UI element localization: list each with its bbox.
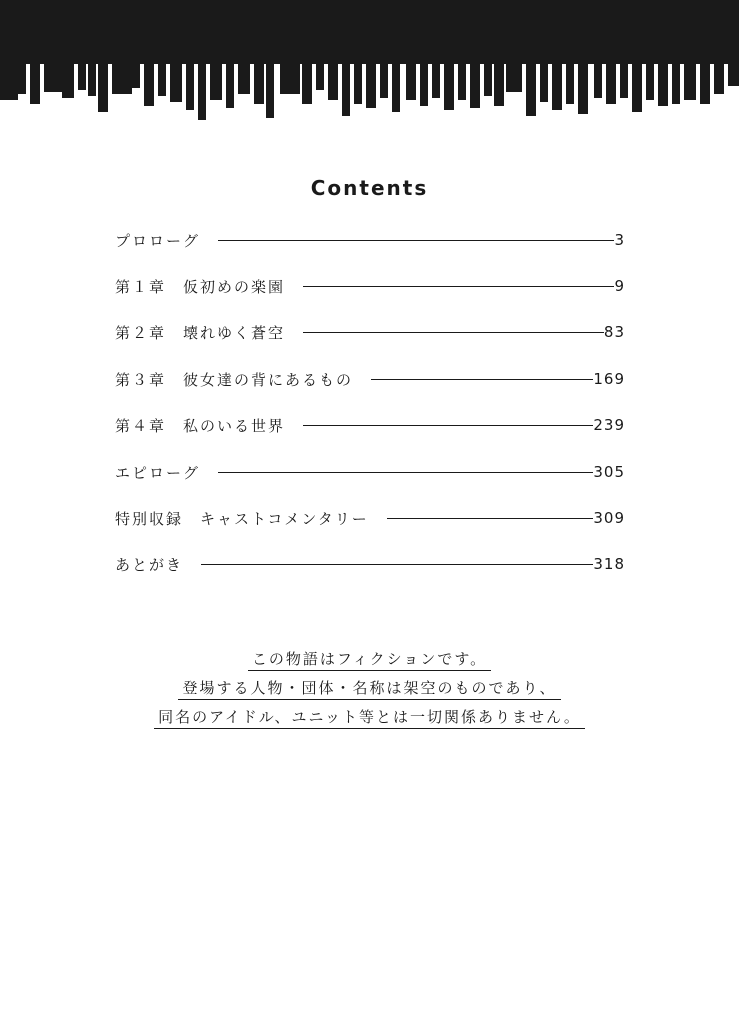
toc-entry-chapter-1[interactable] [115,274,625,298]
toc-chapter-label: あとがき [115,555,184,574]
toc-leader-line [303,286,614,287]
header-skyline-bar [144,60,154,106]
header-skyline-bar [700,60,710,104]
toc-entry-afterword[interactable] [115,552,625,576]
header-skyline-bar [78,60,86,90]
header-skyline-bar [198,60,206,120]
header-skyline-bar [44,60,62,92]
header-skyline-bar [98,60,108,112]
toc-page-number: 305 [593,463,625,481]
header-skyline-bar [632,60,642,112]
header-skyline-bar [254,60,264,104]
toc-leader-line [371,379,593,380]
header-skyline-bar [342,60,350,116]
toc-entry-chapter-3[interactable] [115,367,625,391]
header-skyline-bar [494,60,504,106]
header-skyline-bar [672,60,680,104]
toc-leader-line [218,472,593,473]
toc-chapter-label: 第１章 仮初めの楽園 [115,277,286,296]
header-skyline-bar [540,60,548,102]
header-skyline-bar [406,60,416,100]
header-skyline-bar [714,60,724,94]
toc-chapter-label: 特別収録 キャストコメンタリー [115,509,369,528]
toc-leader-line [303,425,593,426]
header-skyline-bar [566,60,574,104]
header-skyline-bar [226,60,234,108]
header-skyline-bar [280,60,300,94]
toc-chapter-label: 第４章 私のいる世界 [115,416,286,435]
toc-leader-line [387,518,594,519]
header-band-fill [0,0,739,64]
header-skyline-bar [30,60,40,104]
header-skyline-bar [316,60,324,90]
disclaimer-text: この物語はフィクションです。 [248,648,491,671]
toc-chapter-label: 第３章 彼女達の背にあるもの [115,370,354,389]
header-skyline-bar [88,60,96,96]
toc-chapter-label: プロローグ [115,231,201,250]
header-skyline-bar [0,60,18,100]
header-skyline-bar [458,60,466,100]
toc-entry-epilogue[interactable] [115,460,625,484]
toc-leader-line [218,240,614,241]
header-skyline-bar [684,60,696,100]
toc-page-number: 9 [614,277,625,295]
header-skyline-bar [158,60,166,96]
header-skyline-bar [210,60,222,100]
header-skyline-bar [432,60,440,98]
header-skyline-bar [18,60,26,94]
header-skyline-bar [62,60,74,98]
toc-page-number: 318 [593,555,625,573]
header-skyline-bar [328,60,338,100]
header-skyline-bar [444,60,454,110]
header-skyline-bar [526,60,536,116]
toc-page-number: 3 [614,231,625,249]
toc-entry-chapter-4[interactable] [115,413,625,437]
header-skyline-bar [302,60,312,104]
toc-leader-line [303,332,604,333]
header-skyline-bar [606,60,616,104]
header-skyline-bar [186,60,194,110]
header-skyline-bar [594,60,602,98]
toc-entry-chapter-2[interactable] [115,320,625,344]
toc-entry-prologue[interactable] [115,228,625,252]
header-skyline-bar [420,60,428,106]
header-band [0,0,739,130]
header-skyline-bar [132,60,140,88]
header-skyline-bar [380,60,388,98]
header-skyline-bar [578,60,588,114]
header-skyline-bar [238,60,250,94]
disclaimer-text: 登場する人物・団体・名称は架空のものであり、 [178,677,560,700]
header-skyline-bar [658,60,668,106]
header-skyline-bar [506,60,522,92]
header-skyline-bar [170,60,182,102]
toc-entry-cast-commentary[interactable] [115,506,625,530]
disclaimer-line-3 [0,706,739,729]
header-skyline-bars [0,60,739,120]
header-skyline-bar [620,60,628,98]
toc-leader-line [201,564,593,565]
contents-title: Contents [310,176,429,200]
header-skyline-bar [728,60,739,86]
header-skyline-bar [354,60,362,104]
header-skyline-bar [646,60,654,100]
header-skyline-bar [112,60,132,94]
toc-page-number: 169 [593,370,625,388]
header-skyline-bar [266,60,274,118]
header-skyline-bar [366,60,376,108]
toc-chapter-label: 第２章 壊れゆく蒼空 [115,323,286,342]
disclaimer-line-1 [0,648,739,671]
disclaimer-text: 同名のアイドル、ユニット等とは一切関係ありません。 [154,706,585,729]
toc-page-number: 83 [603,323,625,341]
header-skyline-bar [484,60,492,96]
header-skyline-bar [392,60,400,112]
toc-page-number: 309 [593,509,625,527]
header-skyline-bar [552,60,562,110]
toc-chapter-label: エピローグ [115,463,201,482]
disclaimer-line-2 [0,677,739,700]
header-skyline-bar [470,60,480,108]
toc-page-number: 239 [593,416,625,434]
